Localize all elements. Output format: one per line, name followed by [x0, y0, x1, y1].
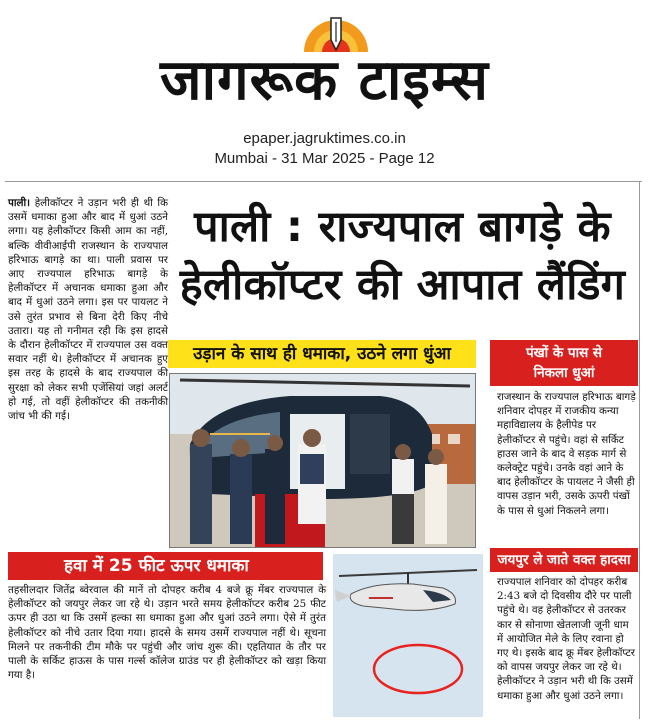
helicopter-photo	[169, 373, 476, 548]
main-headline	[165, 198, 640, 314]
bottom-text-blast: तहसीलदार जितेंद्र ब्वेरवाल की मानें तो दोपहर करीब 4 बजे क्रू मेंबर राज्यपाल के हेलीकॉप्टर को जयपुर लेकर जा रहे थे। उड़ान भरते समय हेलीकॉप्टर करीब 25 फीट ऊपर ही उठा था कि उसमें हल्का सा धमाका हुआ और धुआं उठने लगा। ऐसे में तुरंत हेलीकॉप्टर को नीचे उतार दिया गया। हादसे के समय उसमें राज्यपाल नहीं थे। सूचना मिलने पर तकनीकी टीम मौके पर पहुंची और जांच शुरू की। एहतियात के तौर पर पाली के सर्किट हाऊस के पास गर्ल्स कॉलेज ग्राउंड पर ही हेलीकॉप्टर को खड़ा किया गया है।	[8, 584, 326, 682]
sun-pen-logo-icon	[300, 12, 372, 52]
headline-line-1: पाली : राज्यपाल बागड़े के	[194, 202, 611, 252]
helicopter-in-sky-photo	[333, 554, 483, 717]
sidebar-heading-jaipur: जयपुर ले जाते वक्त हादसा	[490, 548, 638, 572]
lead-column	[8, 196, 168, 546]
sidebar-text-jaipur: राज्यपाल शनिवार को दोपहर करीब 2:43 बजे दो दिवसीय दौरे पर पाली पहुंचे थे। वह हेलीकॉप्टर से उतरकर कार से सोनाणा खेतलाजी जूनी धाम में आयोजित मेले के लिए रवाना हो गए थे। इसके बाद क्रू मेंबर हेलीकॉप्टर को वापस जयपुर लेकर जा रहे थे। हेलीकॉप्टर ने उड़ान भरी थी कि उसमें धमाका हुआ और धुआं उठने लगा।	[497, 576, 636, 702]
sidebar-heading-smoke-line-1: पंखों के पास से	[525, 345, 603, 361]
yellow-subheading: उड़ान के साथ ही धमाका, उठने लगा धुंआ	[168, 340, 476, 368]
lead-text: हेलीकॉप्टर ने उड़ान भरी ही थी कि उसमें धमाका हुआ और बाद में धुआं उठने लगा। यह हेलीकॉप्टर किसी आम का नहीं, बल्कि वीवीआईपी राजस्थान के राज्यपाल हरिभाऊ बागड़े का था। पाली प्रवास पर आए राज्यपाल हरिभाऊ बागड़े के हेलीकॉप्टर में अचानक धमाका हुआ और बाद में धुआं उठने लगा। इस पर पायलट ने उसे तुरंत प्रभाव से बिना देरी किए नीचे उतारा। यह तो गनीमत रही कि इस हादसे के दौरान हेलीकॉप्टर में राज्यपाल उस वक्त सवार नहीं थे। हेलीकॉप्टर में अचानक हुए इस तरह के हादसे के बाद राज्यपाल की सुरक्षा को लेकर सभी एजेंसियां जहां अलर्ट हो गई, तो वहीं हेलीकॉप्टर की तकनीकी जांच भी की गई।	[8, 197, 168, 423]
helicopter-scene-illustration	[170, 374, 476, 548]
bottom-heading-blast: हवा में 25 फीट ऊपर धमाका	[8, 552, 323, 580]
top-rule	[5, 181, 642, 182]
masthead	[0, 0, 649, 175]
sidebar-heading-smoke-line-2: निकला धुआं	[533, 365, 595, 381]
sidebar-text-smoke: राजस्थान के राज्यपाल हरिभाऊ बागड़े शनिवार दोपहर में राजकीय कन्या महाविद्यालय के हैलीपेड पर हेलीकॉप्टर से पहुंचे। वहां से सर्किट हाउस जाने के बाद वे सड़क मार्ग से कलेक्ट्रेट पहुंचे। उनके वहां आने के बाद हेलीकॉप्टर के पायलट ने जैसी ही वापस उड़ान भरी, उसके ऊपरी पंखों के पास से धुआं निकलने लगा।	[497, 391, 636, 517]
helicopter-sky-illustration	[333, 554, 483, 717]
headline-line-2: हेलीकॉप्टर की आपात लैंडिंग	[179, 260, 626, 310]
lead-dateline: पाली।	[8, 197, 31, 209]
newspaper-title: जागरूक टाइम्स	[160, 48, 489, 113]
edition-dateline: Mumbai - 31 Mar 2025 - Page 12	[214, 150, 435, 167]
epaper-url[interactable]: epaper.jagruktimes.co.in	[243, 130, 406, 147]
sidebar-heading-smoke	[490, 340, 638, 386]
